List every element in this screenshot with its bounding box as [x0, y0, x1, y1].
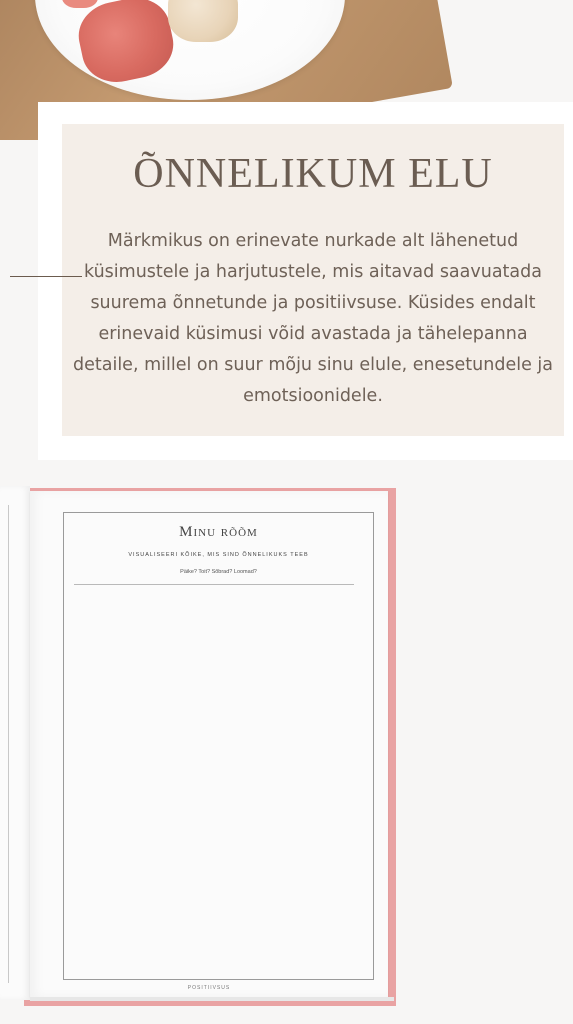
card-title: ÕNNELIKUM ELU [133, 151, 493, 197]
notebook-divider [74, 584, 354, 585]
macaron-cream [168, 0, 238, 42]
page-frame [63, 512, 374, 980]
page-edge [30, 997, 394, 1001]
left-page-frame [0, 505, 9, 983]
notebook-page-subtitle: VISUALISEERI KÕIKE, MIS SIND ÕNNELIKUKS TEEB [128, 552, 309, 558]
notebook-page-title: Minu rõõm [179, 524, 258, 540]
notebook-footer: POSITIIVSUS [187, 985, 231, 991]
card-body: Märkmikus on erinevate nurkade alt lähenetud küsimustele ja harjutustele, mis aitavad saavuatada suurema õnnetunde ja positiivsuse. Küsides endalt erinevaid küsimusi võid avastada ja tähelepanna detaile, millel on suur mõju sinu elule, enesetundele ja emotsioonidele. [73, 231, 553, 406]
notebook-page-prompt: Päike? Toit? Sõbrad? Loomad? [180, 569, 257, 575]
